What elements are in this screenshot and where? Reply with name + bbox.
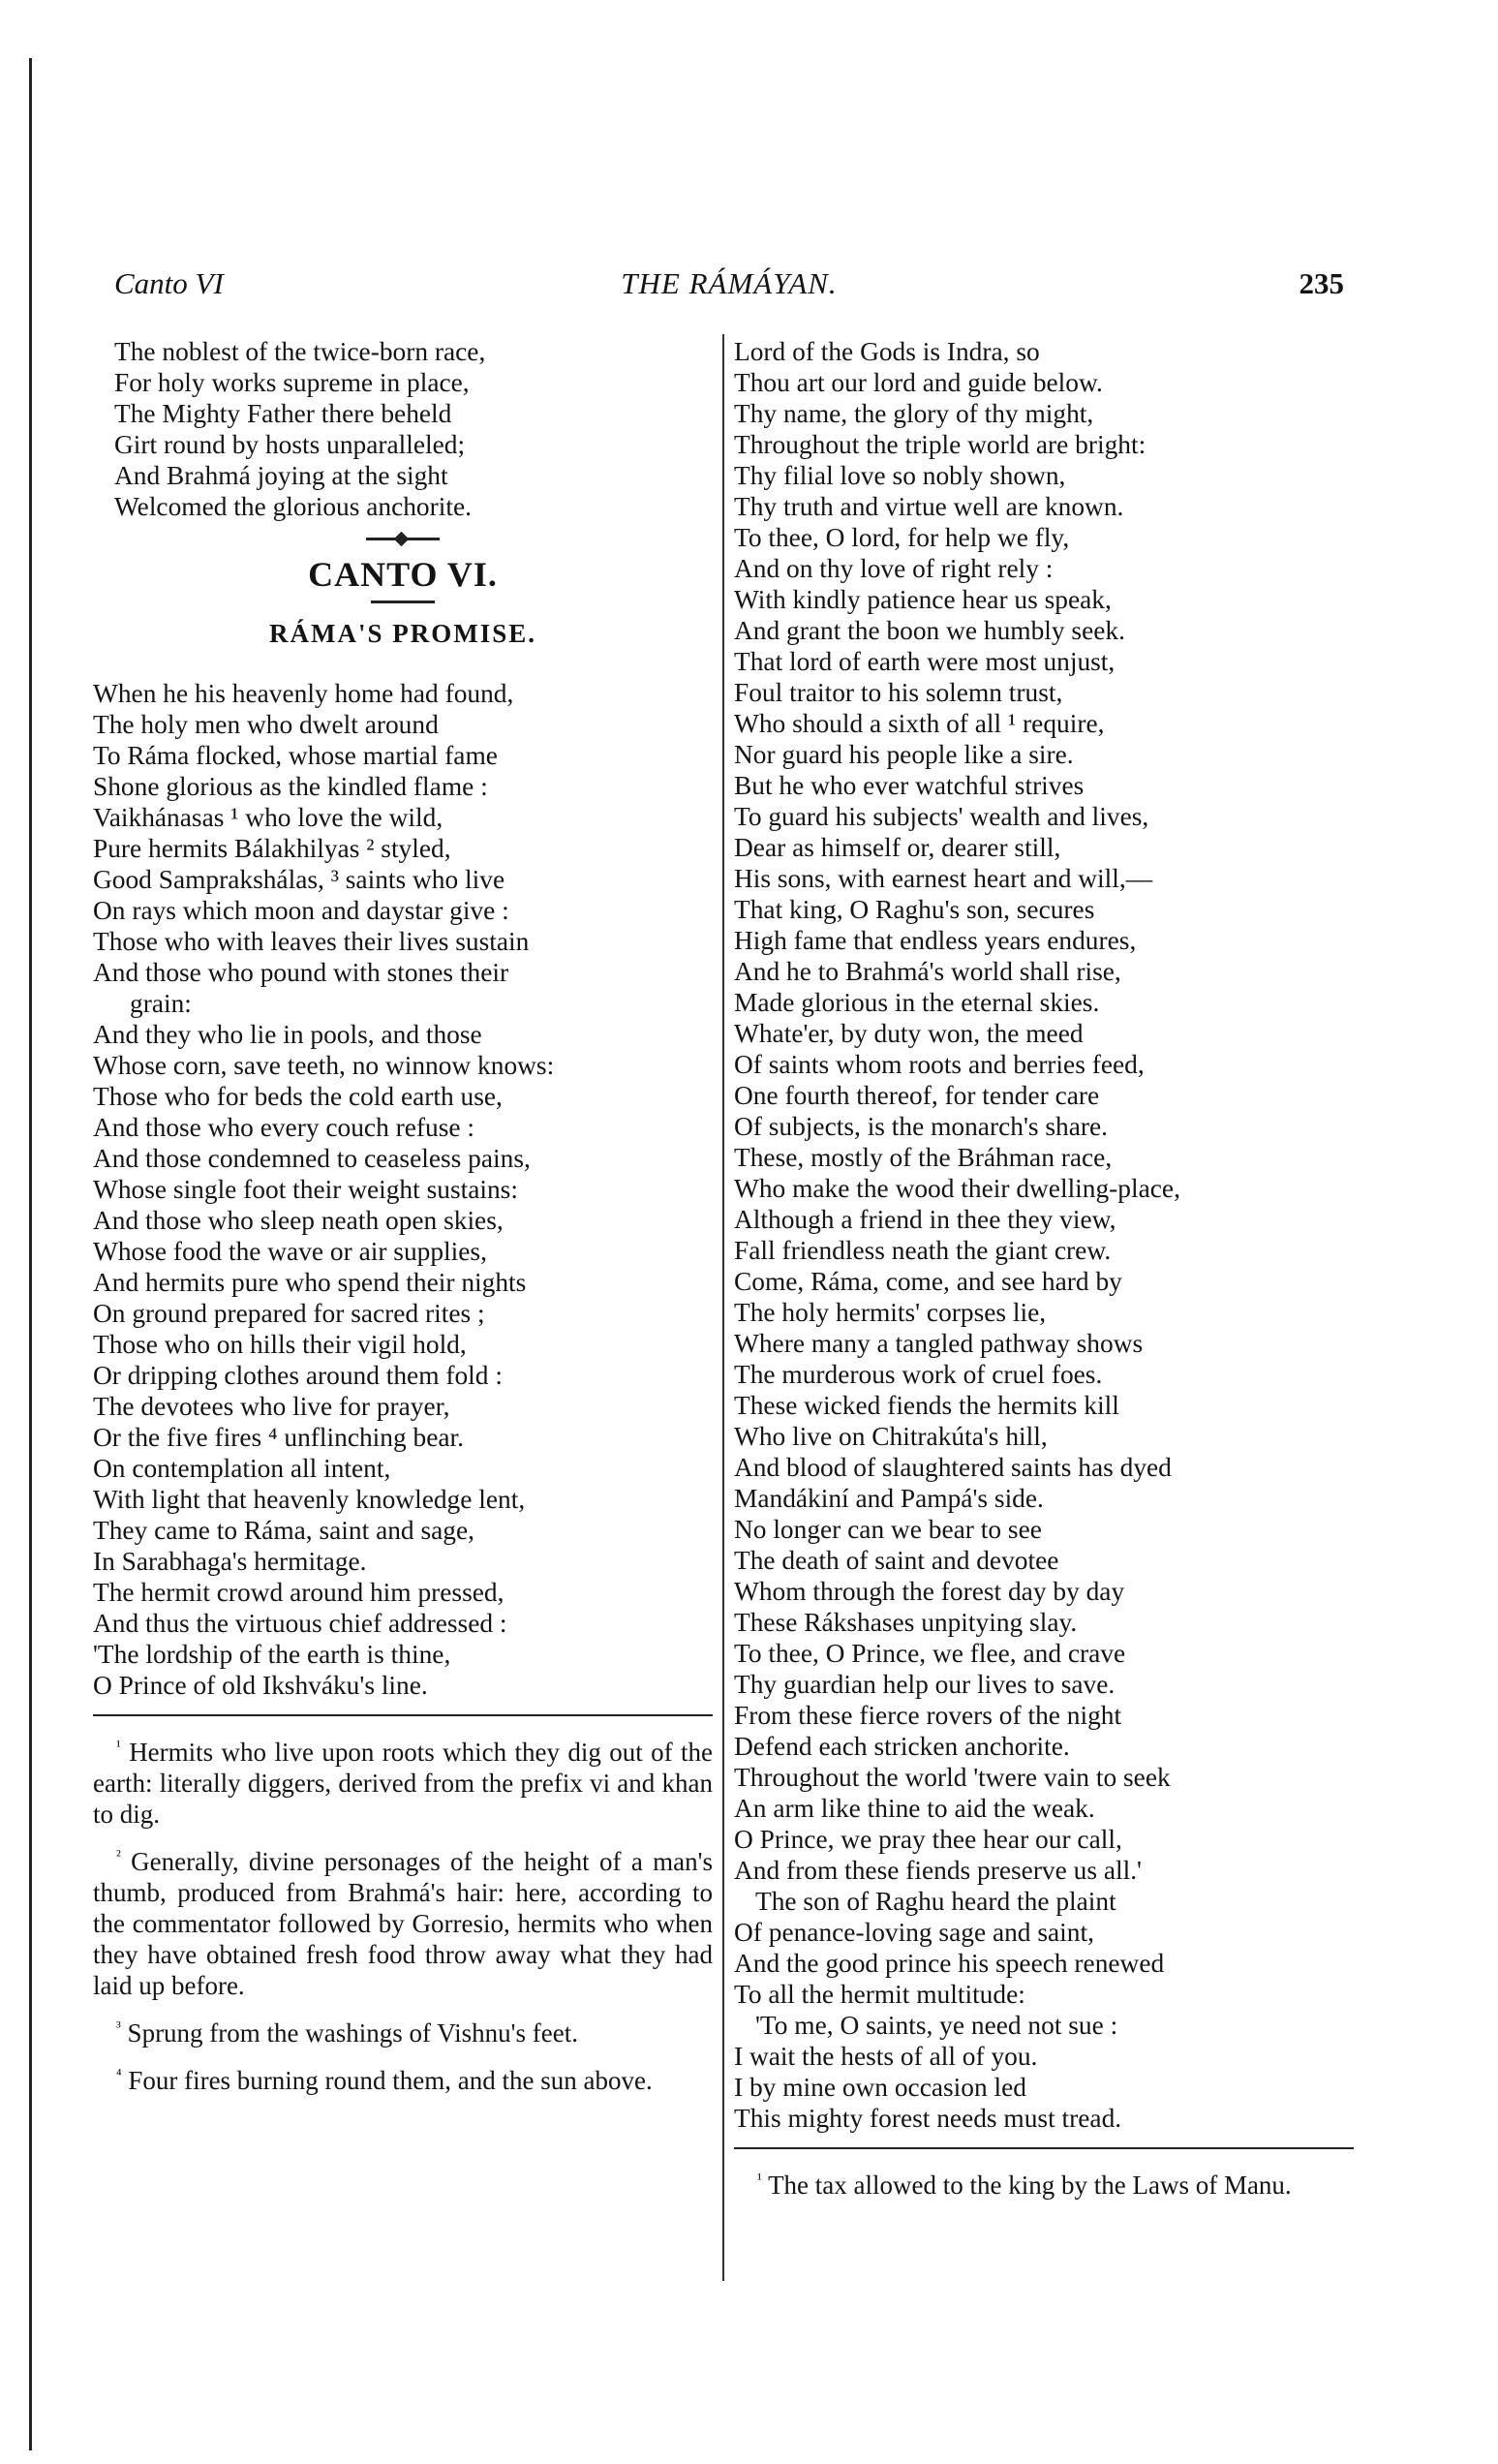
verse-line: High fame that endless years endures,	[734, 926, 1137, 955]
verse-line: An arm like thine to aid the weak.	[734, 1794, 1095, 1823]
verse-line: Whose food the wave or air supplies,	[93, 1237, 487, 1266]
verse-line: O Prince, we pray thee hear our call,	[734, 1825, 1122, 1854]
verse-line: These Rákshases unpitying slay.	[734, 1608, 1078, 1637]
verse-line: Thy name, the glory of thy might,	[734, 399, 1094, 428]
verse-line: Thou art our lord and guide below.	[734, 368, 1103, 397]
page-margin-rule	[29, 58, 32, 2450]
verse-line: I wait the hests of all of you.	[734, 2042, 1038, 2071]
verse-line: But he who ever watchful strives	[734, 771, 1085, 800]
verse-line: When he his heavenly home had found,	[93, 679, 514, 708]
verse-line: Or dripping clothes around them fold :	[93, 1361, 503, 1390]
verse-line: Whose single foot their weight sustains:	[93, 1175, 518, 1204]
verse-line: To Ráma flocked, whose martial fame	[93, 741, 498, 770]
verse-line: Vaikhánasas ¹ who love the wild,	[93, 803, 443, 832]
verse-line: Who should a sixth of all ¹ require,	[734, 709, 1105, 738]
intro-verse	[93, 336, 713, 522]
verse-line: Who live on Chitrakúta's hill,	[734, 1422, 1048, 1451]
ornament-divider	[366, 538, 440, 540]
verse-line: Foul traitor to his solemn trust,	[734, 678, 1063, 707]
verse-line: Fall friendless neath the giant crew.	[734, 1236, 1112, 1265]
verse-line: Good Samprakshálas, ³ saints who live	[93, 865, 505, 894]
verse-line: With kindly patience hear us speak,	[734, 585, 1112, 614]
footnote-rule	[734, 2147, 1354, 2149]
verse-line: To guard his subjects' wealth and lives,	[734, 802, 1149, 831]
verse-line: The devotees who live for prayer,	[93, 1392, 450, 1421]
verse-line: Whom through the forest day by day	[734, 1577, 1125, 1606]
footnote	[93, 2013, 713, 2048]
verse-line: Of saints whom roots and berries feed,	[734, 1050, 1145, 1079]
verse-line: Pure hermits Bálakhilyas ² styled,	[93, 834, 451, 863]
verse-line: 'The lordship of the earth is thine,	[93, 1640, 451, 1669]
verse-line: And those who pound with stones their	[93, 958, 509, 987]
verse-line: In Sarabhaga's hermitage.	[93, 1547, 367, 1576]
verse-line: Who make the wood their dwelling-place,	[734, 1174, 1180, 1203]
footnote-text: Generally, divine personages of the height of a man's thumb, produced from Brahmá's hair: here, according to the commentator followed by Gorresio, hermits who when they have obtained fresh food throw away what they had laid up before.	[93, 1847, 714, 2000]
verse-line: And he to Brahmá's world shall rise,	[734, 957, 1121, 986]
footnote-marker: ¹	[757, 2171, 762, 2188]
verse-line: Thy filial love so nobly shown,	[734, 461, 1066, 490]
verse-line: The son of Raghu heard the plaint	[755, 1887, 1116, 1916]
footnote-rule	[93, 1714, 713, 1716]
canto-heading: CANTO VI.	[308, 555, 498, 594]
footnotes	[734, 2165, 1354, 2201]
footnote-marker: ²	[116, 1848, 121, 1864]
verse-line: Whose corn, save teeth, no winnow knows:	[93, 1051, 555, 1080]
footnote-text: Hermits who live upon roots which they dig out of the earth: literally diggers, derived from the prefix vi and khan to dig.	[93, 1738, 713, 1829]
page-header	[114, 266, 1344, 305]
verse-line: Although a friend in thee they view,	[734, 1205, 1116, 1234]
verse-line: And thus the virtuous chief addressed :	[93, 1609, 507, 1638]
canto-verse-continued	[734, 336, 1354, 2134]
verse-line: That king, O Raghu's son, secures	[734, 895, 1095, 924]
verse-line: And from these fiends preserve us all.'	[734, 1856, 1142, 1885]
verse-line: These, mostly of the Bráhman race,	[734, 1143, 1113, 1172]
footnote-marker: ¹	[116, 1739, 121, 1755]
verse-line: And the good prince his speech renewed	[734, 1949, 1165, 1978]
footnote-text: Four fires burning round them, and the sun above.	[128, 2066, 653, 2095]
verse-line: And those who sleep neath open skies,	[93, 1206, 504, 1235]
verse-line: The Mighty Father there beheld	[114, 399, 452, 428]
verse-line: Girt round by hosts unparalleled;	[114, 430, 466, 459]
verse-line: These wicked fiends the hermits kill	[734, 1391, 1119, 1420]
verse-line: The holy men who dwelt around	[93, 710, 439, 739]
verse-line: No longer can we bear to see	[734, 1515, 1042, 1544]
column-divider	[722, 334, 724, 2281]
verse-line: O Prince of old Ikshváku's line.	[93, 1671, 428, 1700]
running-title: THE RÁMÁYAN.	[621, 266, 838, 300]
verse-line: To thee, O lord, for help we fly,	[734, 523, 1070, 552]
verse-line: And those who every couch refuse :	[93, 1113, 474, 1142]
verse-line: The hermit crowd around him pressed,	[93, 1578, 504, 1607]
verse-line: On contemplation all intent,	[93, 1454, 391, 1483]
footnote-marker: ⁴	[116, 2067, 122, 2083]
verse-line: Defend each stricken anchorite.	[734, 1732, 1070, 1761]
verse-line: Mandákiní and Pampá's side.	[734, 1484, 1044, 1513]
verse-line: Shone glorious as the kindled flame :	[93, 772, 488, 801]
verse-line: Of subjects, is the monarch's share.	[734, 1112, 1109, 1141]
verse-line: And they who lie in pools, and those	[93, 1020, 482, 1049]
verse-line: His sons, with earnest heart and will,—	[734, 864, 1153, 893]
verse-line: Come, Ráma, come, and see hard by	[734, 1267, 1122, 1296]
right-column	[734, 336, 1354, 2212]
verse-line: Throughout the triple world are bright:	[734, 430, 1146, 459]
verse-line: I by mine own occasion led	[734, 2073, 1026, 2102]
left-column	[93, 336, 713, 2108]
verse-line: Of penance-loving sage and saint,	[734, 1918, 1094, 1947]
verse-line: To all the hermit multitude:	[734, 1980, 1025, 2009]
verse-line: And blood of slaughtered saints has dyed	[734, 1453, 1172, 1482]
page-number: 235	[1299, 266, 1344, 300]
canto-subtitle: RÁMA'S PROMISE.	[268, 619, 536, 648]
verse-line: 'To me, O saints, ye need not sue :	[755, 2011, 1118, 2040]
verse-line: Throughout the world 'twere vain to seek	[734, 1763, 1171, 1792]
running-canto-label: Canto VI	[114, 266, 224, 300]
verse-line: This mighty forest needs must tread.	[734, 2104, 1122, 2133]
heading-rule	[371, 601, 435, 603]
footnote	[93, 2060, 713, 2096]
verse-line: With light that heavenly knowledge lent,	[93, 1485, 526, 1514]
footnotes	[93, 1732, 713, 2096]
verse-line: On rays which moon and daystar give :	[93, 896, 509, 925]
verse-line: Dear as himself or, dearer still,	[734, 833, 1061, 862]
verse-line: Thy guardian help our lives to save.	[734, 1670, 1116, 1699]
verse-line: From these fierce rovers of the night	[734, 1701, 1122, 1730]
verse-line: The noblest of the twice-born race,	[114, 337, 486, 366]
verse-line: Made glorious in the eternal skies.	[734, 988, 1100, 1017]
verse-line: And on thy love of right rely :	[734, 554, 1054, 583]
footnote	[734, 2165, 1354, 2201]
verse-line: That lord of earth were most unjust,	[734, 647, 1116, 676]
footnote-text: The tax allowed to the king by the Laws of Manu.	[768, 2171, 1292, 2200]
verse-line: And grant the boon we humbly seek.	[734, 616, 1125, 645]
verse-line: Nor guard his people like a sire.	[734, 740, 1074, 769]
verse-line: And those condemned to ceaseless pains,	[93, 1144, 531, 1173]
footnote-text: Sprung from the washings of Vishnu's feet.	[127, 2018, 578, 2048]
verse-line: On ground prepared for sacred rites ;	[93, 1299, 485, 1328]
verse-line: And hermits pure who spend their nights	[93, 1268, 527, 1297]
verse-line: The death of saint and devotee	[734, 1546, 1059, 1575]
footnote-marker: ³	[116, 2019, 121, 2036]
verse-line: The murderous work of cruel foes.	[734, 1360, 1103, 1389]
canto-verse	[93, 678, 713, 1701]
footnote	[93, 1841, 713, 2001]
verse-line: They came to Ráma, saint and sage,	[93, 1516, 474, 1545]
verse-line: And Brahmá joying at the sight	[114, 461, 448, 490]
verse-line: Those who on hills their vigil hold,	[93, 1330, 467, 1359]
verse-line: Welcomed the glorious anchorite.	[114, 492, 472, 521]
verse-line: Lord of the Gods is Indra, so	[734, 337, 1040, 366]
verse-line: Thy truth and virtue well are known.	[734, 492, 1124, 521]
verse-line: Where many a tangled pathway shows	[734, 1329, 1144, 1358]
verse-line: The holy hermits' corpses lie,	[734, 1298, 1047, 1327]
verse-line: Those who for beds the cold earth use,	[93, 1082, 503, 1111]
verse-line: For holy works supreme in place,	[114, 368, 470, 397]
verse-line: Whate'er, by duty won, the meed	[734, 1019, 1084, 1048]
footnote	[93, 1732, 713, 1830]
verse-line: grain:	[130, 989, 192, 1018]
verse-line: To thee, O Prince, we flee, and crave	[734, 1639, 1126, 1668]
verse-line: Or the five fires ⁴ unflinching bear.	[93, 1423, 465, 1452]
verse-line: One fourth thereof, for tender care	[734, 1081, 1100, 1110]
verse-line: Those who with leaves their lives sustain	[93, 927, 530, 956]
